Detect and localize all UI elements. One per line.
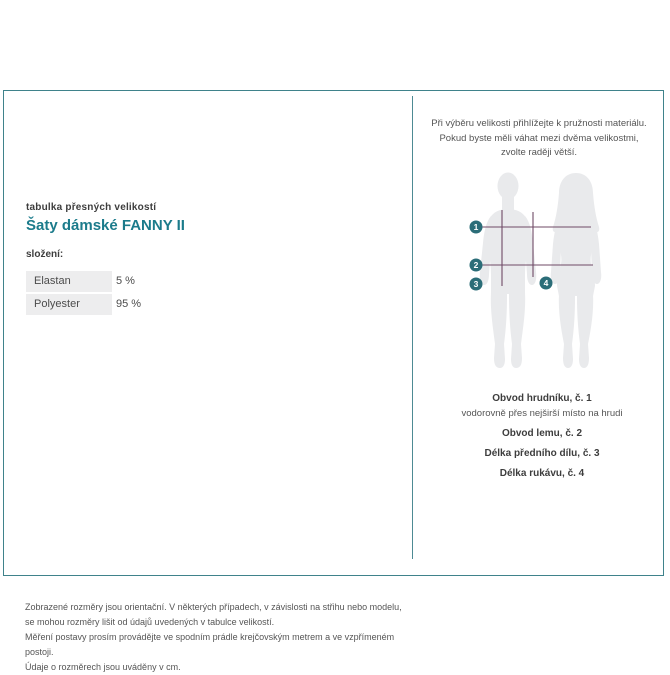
male-figure-silhouette: [480, 173, 537, 369]
measurement-note-chest: vodorovně přes nejširší místo na hrudi: [461, 408, 623, 419]
percent-cell: 5 %: [116, 275, 135, 287]
measurement-label-chest: Obvod hrudníku, č. 1: [492, 393, 592, 404]
measurement-label-hem: Obvod lemu, č. 2: [501, 428, 583, 439]
measurement-label-sleeve: Délka rukávu, č. 4: [499, 468, 585, 479]
table-row: [26, 294, 276, 315]
fit-advice-line: zvolte raději větší.: [500, 147, 578, 158]
table-row: [26, 271, 276, 292]
size-table-caption: tabulka přesných velikostí: [26, 202, 157, 213]
percent-cell: 95 %: [116, 298, 142, 310]
fit-advice-line: Pokud byste měli váhat mezi dvěma velikostmi,: [439, 132, 639, 144]
fit-advice-line: Při výběru velikosti přihlížejte k pružnosti materiálu.: [431, 118, 647, 129]
composition-heading: složení:: [26, 249, 64, 260]
measure-point-1-number: 1: [473, 222, 479, 233]
measurement-label-front-length: Délka předního dílu, č. 3: [484, 448, 600, 459]
fit-advice: [414, 117, 664, 161]
material-cell: Polyester: [26, 294, 112, 315]
measure-point-3-number: 3: [473, 279, 479, 290]
disclaimer-line: Zobrazené rozměry jsou orientační. V některých případech, v závislosti na střihu nebo modelu,: [25, 602, 402, 612]
size-chart-panel: [3, 90, 664, 672]
disclaimer-line: Měření postavy prosím provádějte ve spodním prádle krejčovským metrem a ve vzpřímeném postoji.: [25, 632, 395, 657]
disclaimer-line: se mohou rozměry lišit od údajů uvedených v tabulce velikostí.: [25, 617, 275, 627]
disclaimer-line: Údaje o rozměrech jsou uváděny v cm.: [25, 662, 181, 672]
measure-point-4-number: 4: [543, 278, 549, 289]
panel-divider: [412, 96, 413, 559]
measure-point-2-number: 2: [473, 260, 479, 271]
composition-table: [26, 271, 276, 317]
product-title: Šaty dámské FANNY II: [26, 217, 185, 234]
size-disclaimer: [25, 600, 405, 675]
size-diagram: [441, 166, 666, 378]
material-cell: Elastan: [26, 271, 112, 292]
female-figure-silhouette: [551, 173, 602, 368]
